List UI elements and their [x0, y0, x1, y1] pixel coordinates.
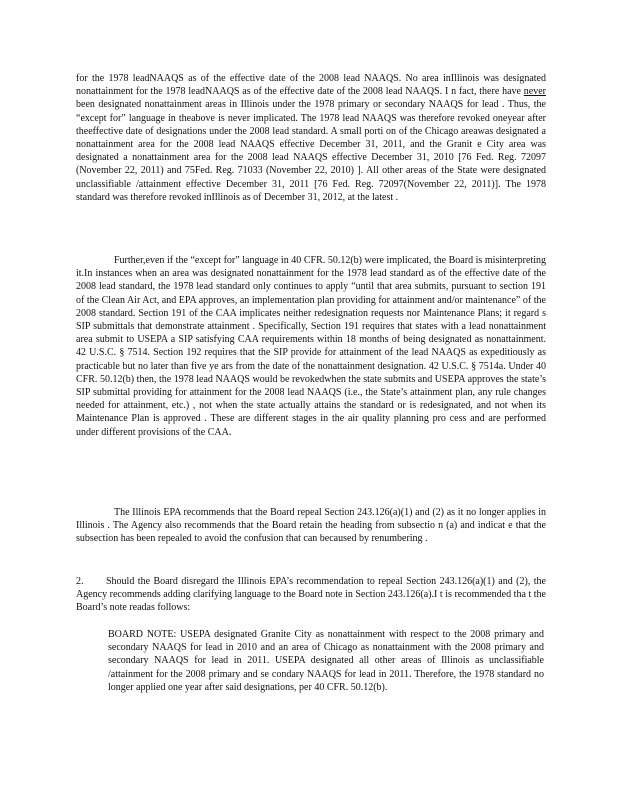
- paragraph-1: [76, 72, 546, 204]
- paragraph-3: The Illinois EPA recommends that the Board repeal Section 243.126(a)(1) and (2) as it no longer applies in Illinois . The Agency also recommends that the Board retain the heading from subsectio n (a) and indicat e that the subsection has been repealed to avoid the confusion that can becaused by renumbering .: [76, 507, 546, 545]
- paragraph-2: Further,even if the “except for” language in 40 CFR. 50.12(b) were implicated, the Board is misinterpreting it.In instances when an area was designated nonattainment for the 1978 lead standard as of the effective date of the 2008 lead standard, the 1978 lead standard only continues to apply “until that area submits, pursuant to section 191 of the Clean Air Act, and EPA approves, an implementation plan providing for attainment and/or maintenance” of the 2008 standard. Section 191 of the CAA implicates neither redesignation requests nor Maintenance Plans; it regard s SIP submittals that demonstrate attainment . Specifically, Section 191 requires that states with a lead nonattainment area submit to USEPA a SIP satisfying CAA requirements within 18 months of being designated as nonattainment. 42 U.S.C. § 7514. Section 192 requires that the SIP provide for attainment of the lead NAAQS as expeditiously as practicable but no later than five ye ars from the date of the nonattainment designation. 42 U.S.C. § 7514a. Under 40 CFR. 50.12(b) then, the 1978 lead NAAQS would be revokedwhen the state submits and USEPA approves the state’s SIP submittal providing for attainment for the 2008 lead NAAQS (i.e., the State’s attainment plan, any rule changes needed for attainment, etc.) , not when the state actually attains the standard or is redesignated, and not when its Maintenance Plan is approved . These are different stages in the air quality planning pro cess and are performed under different provisions of the CAA.: [76, 255, 546, 438]
- item-number: 2.: [76, 576, 84, 587]
- paragraph-4: [76, 575, 546, 615]
- paragraph-1-text-b: been designated nonattainment areas in Illinois under the 1978 primary or secondary NAAQS for lead . Thus, the “except for” language in theabove is never implicated. The 1978 lead NAAQS was therefore revoked oneyear after theeffective date of designations under the 2008 lead standard. A small porti on of the Chicago areawas designated a nonattainment area for the 2008 lead NAAQS effective December 31, 2011, and the Granit e City area was designated a nonattainment area for the 2008 lead NAAQS effective December 31, 2010 [76 Fed. Reg. 72097 (November 22, 2011) and 75Fed. Reg. 71033 (November 22, 2010) ]. All other areas of the State were designated unclassifiable /attainment effective December 31, 2011 [76 Fed. Reg. 72097(November 22, 2011)]. The 1978 standard was therefore revoked inIllinois as of December 31, 2012, at the latest .: [76, 99, 546, 203]
- paragraph-4-text: Should the Board disregard the Illinois EPA’s recommendation to repeal Section 243.126(a)(1) and (2), the Agency recommends adding clarifying language to the Board note in Section 243.126(a).I t is recommended tha t the Board’s note readas follows:: [76, 576, 546, 614]
- board-note-block-quote: BOARD NOTE: USEPA designated Granite City as nonattainment with respect to the 2008 primary and secondary NAAQS for lead in 2010 and an area of Chicago as nonattainment with the 2008 primary and secondary NAAQS for lead in 2011. USEPA designated all other areas of Illinois as unclassifiable /attainment for the 2008 primary and se condary NAAQS for lead in 2011. Therefore, the 1978 standard no longer applied one year after said designations, per 40 CFR. 50.12(b).: [108, 629, 544, 693]
- underlined-word-never: never: [523, 86, 546, 98]
- paragraph-1-text-a: for the 1978 leadNAAQS as of the effective date of the 2008 lead NAAQS. No area inIllinois was designated nonattainment for the 1978 leadNAAQS as of the effective date of the 2008 lead NAAQS. I n fact, there have: [76, 73, 546, 98]
